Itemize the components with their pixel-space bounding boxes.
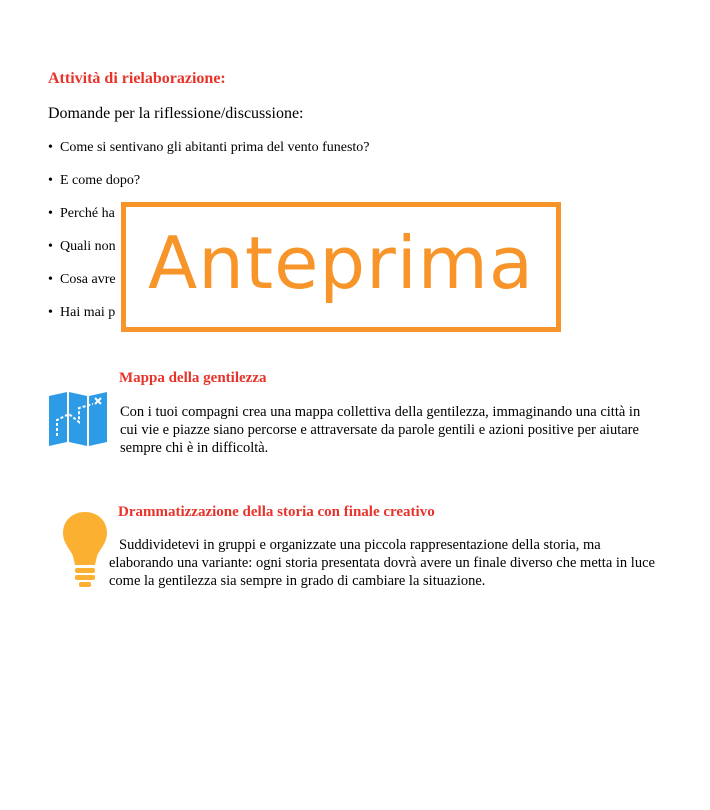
bullet-icon: • <box>48 272 53 287</box>
question-text: Cosa avre <box>60 272 116 287</box>
question-text: Hai mai p <box>60 305 116 320</box>
intro-text: Domande per la riflessione/discussione: <box>48 105 304 122</box>
bullet-icon: • <box>48 206 53 221</box>
list-item <box>48 171 668 204</box>
activity-title-map: Mappa della gentilezza <box>119 370 267 386</box>
activity-text-drama: Suddividetevi in gruppi e organizzate una piccola rappresentazione della storia, ma elaborando una variante: ogni storia presentata dovrà avere un finale diverso che metta in luce come la gentilezza sia sempre in grado di cambiare la situazione. <box>109 537 655 589</box>
bullet-icon: • <box>48 305 53 320</box>
question-text: Come si sentivano gli abitanti prima del vento funesto? <box>60 140 370 155</box>
lightbulb-icon <box>62 510 108 588</box>
activity-title-drama: Drammatizzazione della storia con finale creativo <box>118 504 435 520</box>
map-icon <box>49 392 107 446</box>
list-item <box>48 138 668 171</box>
watermark-label: Anteprima <box>148 221 534 305</box>
bullet-icon: • <box>48 239 53 254</box>
activity-text-map: Con i tuoi compagni crea una mappa collettiva della gentilezza, immaginando una città in cui vie e piazze siano percorse e attraversate da parole gentili e azioni positive per aiutare sempre chi è in difficoltà. <box>120 404 641 456</box>
question-text: E come dopo? <box>60 173 141 188</box>
bullet-icon: • <box>48 173 53 188</box>
question-text: Quali non <box>60 239 116 254</box>
section-heading: Attività di rielaborazione: <box>48 70 226 87</box>
bullet-icon: • <box>48 140 53 155</box>
preview-watermark <box>121 202 561 332</box>
question-text: Perché ha <box>60 206 115 221</box>
